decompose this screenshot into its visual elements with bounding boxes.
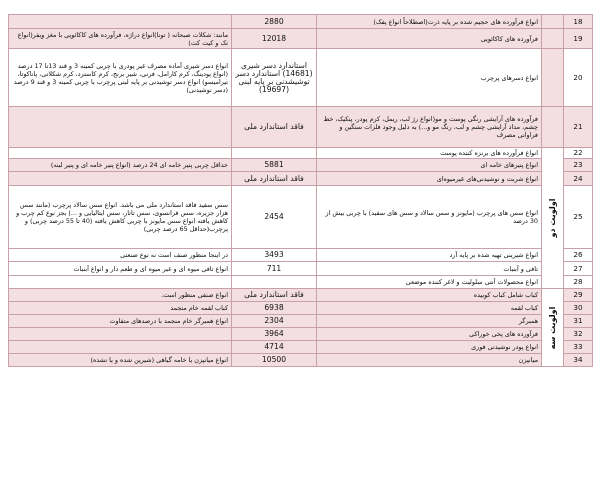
row-number-cell: 31 xyxy=(564,315,593,328)
product-name-cell: تافی و آبنبات xyxy=(317,262,542,276)
table-row xyxy=(9,302,593,315)
note-cell: انواع همبرگر خام منجمد با درصدهای متفاوت xyxy=(9,315,232,328)
standard-cell: 2880 xyxy=(232,15,317,29)
row-number-cell: 28 xyxy=(564,276,593,289)
products-table xyxy=(8,14,593,367)
table-row xyxy=(9,341,593,354)
table-row xyxy=(9,328,593,341)
priority-group-cell-blank xyxy=(542,15,564,29)
note-cell: انواع دسر شیری آماده مصرف غیر پودری با چربی کمینه 3 و قند 13تا 17 درصد (انواع پودینگ، کرم کارامل، فرنی، شیر برنج، کرم کاسترد، کرم شکلاتی، پاناکوتا، تیرامیسو) انواع دسر توشیدنی بر پایه لبنی پرچرب با چربی کمینه 3 و قند 9 درصد (دسر نوشیدنی) xyxy=(9,49,232,107)
product-name-cell: میانپزن xyxy=(317,354,542,367)
note-cell xyxy=(9,276,232,289)
priority-group-three xyxy=(542,289,564,367)
table-row xyxy=(9,315,593,328)
table-row xyxy=(9,15,593,29)
priority-group-cell-blank xyxy=(542,29,564,49)
product-name-cell: انواع دسرهای پرچرب xyxy=(317,49,542,107)
row-number-cell: 34 xyxy=(564,354,593,367)
row-number-cell: 18 xyxy=(564,15,593,29)
standard-cell: 10500 xyxy=(232,354,317,367)
note-cell xyxy=(9,328,232,341)
table-row xyxy=(9,107,593,148)
row-number-cell: 29 xyxy=(564,289,593,302)
row-number-cell: 27 xyxy=(564,262,593,276)
product-name-cell: انواع پنیرهای خامه ای xyxy=(317,159,542,172)
standard-cell: 711 xyxy=(232,262,317,276)
table-row xyxy=(9,354,593,367)
product-name-cell: انواع فرآورده های حجیم شده بر پایه ذرت(اصطلاحاً انواع پفک) xyxy=(317,15,542,29)
product-name-cell: فرآورده های آرایشی رنگی پوست و مو(انواع رژ لب، ریمل، کرم پودر، پنکیک، خط چشم، مداد آرایشی چشم و لب، رنگ مو و...) به دلیل وجود فلزات سنگین و فراوانی مصرف xyxy=(317,107,542,148)
standard-cell: 2304 xyxy=(232,315,317,328)
row-number-cell: 22 xyxy=(564,148,593,159)
standard-cell: 3964 xyxy=(232,328,317,341)
note-cell: کباب لقمه خام منجمد xyxy=(9,302,232,315)
table-row xyxy=(9,159,593,172)
table-row xyxy=(9,148,593,159)
product-name-cell: انواع محصولات آنتی سلولیت و لاغر کننده موضعی xyxy=(317,276,542,289)
note-cell: انواع تافی میوه ای و غیر میوه ای و طعم دار و انواع آبنبات xyxy=(9,262,232,276)
row-number-cell: 25 xyxy=(564,186,593,249)
standard-cell: 6938 xyxy=(232,302,317,315)
note-cell xyxy=(9,107,232,148)
priority-group-three-label: اولویت سه xyxy=(547,306,557,349)
row-number-cell: 26 xyxy=(564,249,593,262)
priority-group-cell-blank xyxy=(542,49,564,107)
note-cell xyxy=(9,15,232,29)
row-number-cell: 33 xyxy=(564,341,593,354)
table-row xyxy=(9,29,593,49)
table-row xyxy=(9,186,593,249)
note-cell xyxy=(9,148,232,159)
table-row xyxy=(9,49,593,107)
product-name-cell: انواع فرآورده های برنزه کننده پوست xyxy=(317,148,542,159)
row-number-cell: 19 xyxy=(564,29,593,49)
standard-cell: فاقد استاندارد ملی xyxy=(232,172,317,186)
note-cell xyxy=(9,341,232,354)
note-cell: انواع میانپزن یا خامه گیاهی (شیرین شده و یا نشده) xyxy=(9,354,232,367)
product-name-cell: انواع پودر نوشیدنی فوری xyxy=(317,341,542,354)
product-name-cell: همبرگر xyxy=(317,315,542,328)
product-name-cell: انواع شیرینی تهیه شده بر پایه آرد xyxy=(317,249,542,262)
row-number-cell: 20 xyxy=(564,49,593,107)
note-cell: مانند: شکلات صبحانه ( تونا)انواع دراژه، فرآورده های کاکائویی با مغز ویفر(انواع تک و کیت کت) xyxy=(9,29,232,49)
product-name-cell: کباب شامل کباب کوبیده xyxy=(317,289,542,302)
standard-cell: 5881 xyxy=(232,159,317,172)
table-row xyxy=(9,276,593,289)
note-cell xyxy=(9,172,232,186)
note-cell: سس سفید فاقد استاندارد ملی می باشد. انواع سس سالاد پرچرب (مانند سس هزار جزیره، سس فرانسوی، سس تاتار، سس ایتالیایی و ...) بجز نوع کم چرب و کاهش یافته انواع سس مایونز با چربی کاهش یافته (40 تا 55 درصد چربی) و پرچرب(حداقل 65 درصد چربی) xyxy=(9,186,232,249)
row-number-cell: 30 xyxy=(564,302,593,315)
standard-cell: فاقد استاندارد ملی xyxy=(232,289,317,302)
row-number-cell: 32 xyxy=(564,328,593,341)
row-number-cell: 24 xyxy=(564,172,593,186)
table-row xyxy=(9,172,593,186)
products-table-body xyxy=(9,15,593,367)
priority-group-cell-blank xyxy=(542,107,564,148)
standard-cell: استاندارد دسر شیری (14681) استاندارد دسر توشیشدنی بر پایه لبنی (19697) xyxy=(232,49,317,107)
product-name-cell: انواع شربت و نوشیدنی‌های غیرمیوه‌ای xyxy=(317,172,542,186)
standard-cell: 4714 xyxy=(232,341,317,354)
priority-group-two xyxy=(542,148,564,289)
standard-cell: 3493 xyxy=(232,249,317,262)
standard-cell: 2454 xyxy=(232,186,317,249)
note-cell: حداقل چربی پنیر خامه ای 24 درصد (انواع پنیر خامه ای و پنیر لبنه) xyxy=(9,159,232,172)
row-number-cell: 23 xyxy=(564,159,593,172)
table-row xyxy=(9,289,593,302)
standard-cell xyxy=(232,148,317,159)
product-name-cell: کباب لقمه xyxy=(317,302,542,315)
product-name-cell: فرآورده های کاکائویی xyxy=(317,29,542,49)
standard-cell: 12018 xyxy=(232,29,317,49)
priority-group-two-label: اولویت دو xyxy=(547,198,557,238)
standard-cell xyxy=(232,276,317,289)
note-cell: انواع صنفی منظور است. xyxy=(9,289,232,302)
note-cell: در اینجا منظور صنف است نه نوع صنعتی xyxy=(9,249,232,262)
product-name-cell: انواع سس های پرچرب (مایونز و سس سالاد و سس های سفید) با چربی بیش از 30 درصد xyxy=(317,186,542,249)
standard-cell: فاقد استاندارد ملی xyxy=(232,107,317,148)
table-row xyxy=(9,249,593,262)
product-name-cell: فرآورده های پخی خوراکی xyxy=(317,328,542,341)
table-row xyxy=(9,262,593,276)
row-number-cell: 21 xyxy=(564,107,593,148)
